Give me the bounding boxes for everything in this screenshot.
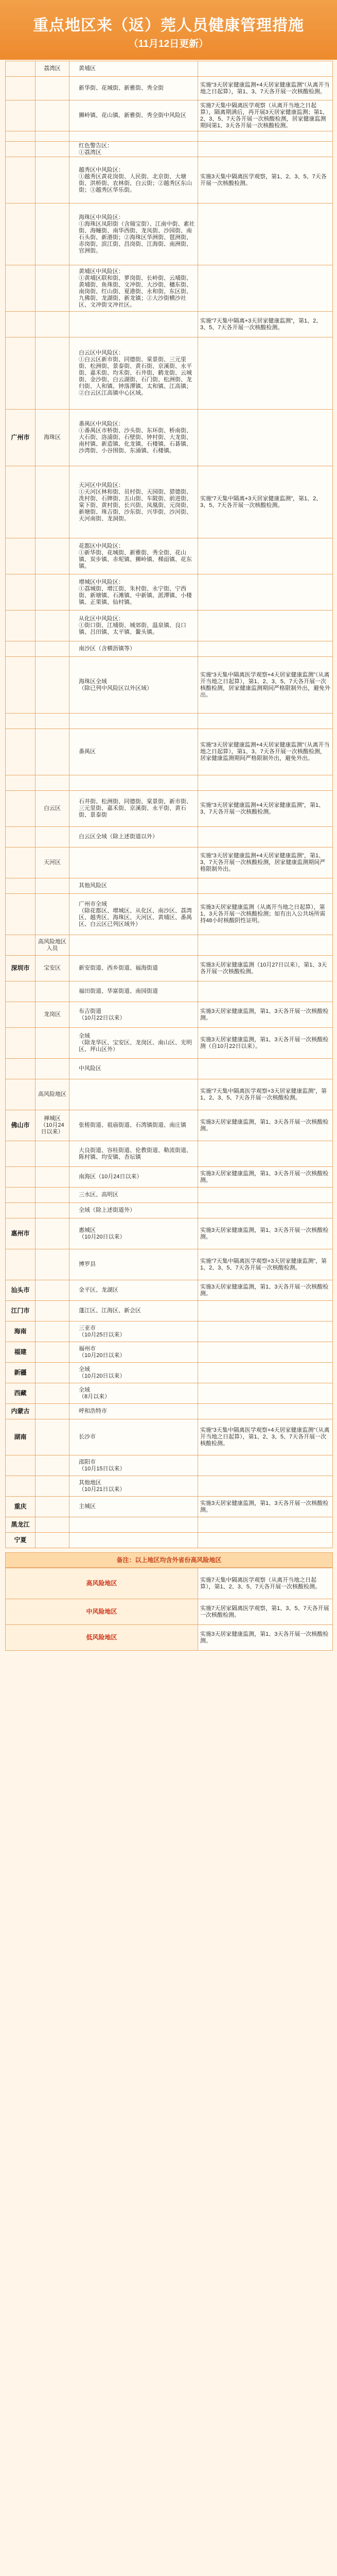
cell-c2 <box>36 204 69 265</box>
cell-c2: 白云区 <box>36 791 69 827</box>
cell-c3: 蓬江区、江海区、新会区 <box>69 1301 198 1321</box>
cell-c2 <box>36 641 69 657</box>
table-row <box>6 1383 333 1404</box>
cell-c2 <box>36 1167 69 1188</box>
cell-c3: 天河区中风险区： ①天河区林和街、员村街、天园街、猎德街、冼村街、石牌街、五山街、车陂街、前进街、棠下街、黄村街、长兴街、凤凰街、元岗街、新塘街、珠吉街、沙东街、兴华街、沙河街、天河南街、龙洞街。 <box>69 466 198 538</box>
table-row <box>6 1321 333 1342</box>
table-row <box>6 714 333 729</box>
cell-c2 <box>36 1363 69 1383</box>
cell-c1 <box>6 611 36 641</box>
cell-c4 <box>198 611 333 641</box>
cell-c4: 实施3天居家健康监测，第1、3天各开展一次核酸检测（自10月22日以来）。 <box>198 1028 333 1059</box>
header-banner <box>0 0 337 60</box>
table-row <box>6 157 333 204</box>
risk-label: 高风险地区 <box>6 1568 198 1599</box>
cell-c2 <box>36 100 69 131</box>
cell-c3: 布吉街道 （10月22日以来） <box>69 1002 198 1028</box>
cell-c3: 南沙区（含横沥镇等） <box>69 641 198 657</box>
cell-c1 <box>6 466 36 538</box>
cell-c1 <box>6 1002 36 1028</box>
table-row <box>6 142 333 157</box>
cell-c3: 博罗县 <box>69 1249 198 1280</box>
cell-c4 <box>198 1059 333 1079</box>
cell-c2: 荔湾区 <box>36 61 69 77</box>
cell-c2 <box>36 337 69 410</box>
cell-c4: 实施“7天集中隔离+3天居家健康监测”，第1、2、3、5、7天各开展一次核酸检测。 <box>198 466 333 538</box>
cell-c1: 重庆 <box>6 1497 36 1517</box>
update-date: （11月12日更新） <box>128 39 209 49</box>
cell-c3: 主城区 <box>69 1497 198 1517</box>
cell-c3 <box>69 1517 198 1533</box>
cell-c2: 高风险地区入员 <box>36 935 69 956</box>
cell-c1: 湖南 <box>6 1419 36 1455</box>
cell-c3: 白云区中风险区： ①白云区新市街、同德街、棠景街、三元里街、松洲街、景泰街、黄石街、京溪街、永平街、嘉禾街、均禾街、石井街、鹤龙街、云城街、金沙街、白云湖街、石门街、松洲街、龙归街、人和镇、钟落潭镇、太和镇、江高镇；②白云区江高镇中心区域。 <box>69 337 198 410</box>
cell-c2: 禅城区 （10月24日以来） <box>36 1110 69 1141</box>
cell-c3: 大良街道、容桂街道、伦教街道、勒流街道、陈村镇、均安镇、杏坛镇 <box>69 1141 198 1167</box>
cell-c1: 江门市 <box>6 1301 36 1321</box>
cell-c1 <box>6 1476 36 1497</box>
cell-c3: 狮岭镇、花山镇、新雅街、秀全街中风险区 <box>69 100 198 131</box>
cell-c3: 全域 （除龙华区、宝安区、龙岗区、南山区、光明区、坪山区外） <box>69 1028 198 1059</box>
cell-c3 <box>69 848 198 878</box>
table-row <box>6 337 333 410</box>
cell-c1 <box>6 1249 36 1280</box>
cell-c4 <box>198 1476 333 1497</box>
cell-c2 <box>36 1517 69 1533</box>
cell-c4 <box>198 1533 333 1548</box>
cell-c3: 海珠区中风险区： ①海珠区凤阳街（含瑞宝街）、江南中街、素社街、海幢街、南华西街、龙凤街、沙园街、南石头街、新港街；②海珠区华洲街、琶洲街、赤岗街、滨江街、昌岗街、江海街、南洲街、官洲街。 <box>69 204 198 265</box>
cell-c4 <box>198 410 333 466</box>
cell-c1 <box>6 935 36 956</box>
cell-c4 <box>198 1404 333 1419</box>
table-row <box>6 265 333 312</box>
cell-c3 <box>69 1079 198 1110</box>
cell-c2 <box>36 611 69 641</box>
table-row <box>6 1203 333 1218</box>
cell-c4: 实施3天居家健康监测（10月27日以来），第1、3天各开展一次核酸检测。 <box>198 956 333 981</box>
cell-c3: 惠城区 （10月20日以来） <box>69 1218 198 1249</box>
cell-c4 <box>198 775 333 791</box>
cell-c2 <box>36 1404 69 1419</box>
cell-c1 <box>6 775 36 791</box>
cell-c2 <box>36 1533 69 1548</box>
table-row <box>6 1141 333 1167</box>
cell-c3: 金平区、龙湖区 <box>69 1280 198 1301</box>
cell-c4 <box>198 142 333 157</box>
table-row <box>6 1002 333 1028</box>
table-row <box>6 791 333 827</box>
table-row <box>6 1342 333 1363</box>
cell-c4 <box>198 1455 333 1476</box>
cell-c1 <box>6 657 36 714</box>
cell-c1 <box>6 1059 36 1079</box>
cell-c3 <box>69 775 198 791</box>
cell-c1: 广州市 <box>6 410 36 466</box>
cell-c3: 福田街道、华富街道、南园街道 <box>69 981 198 1002</box>
cell-c2 <box>36 157 69 204</box>
table-row <box>6 935 333 956</box>
cell-c3: 广州市全域 （除花都区、增城区、从化区、南沙区、荔湾区、越秀区、海珠区、天河区、黄埔区、番禺区、白云区已列区域外） <box>69 894 198 935</box>
table-row <box>6 1280 333 1301</box>
cell-c2: 宝安区 <box>36 956 69 981</box>
cell-c2 <box>36 729 69 775</box>
cell-c2: 高风险地区 <box>36 1079 69 1110</box>
cell-c2 <box>36 1059 69 1079</box>
table-row <box>6 1476 333 1497</box>
risk-label: 中风险地区 <box>6 1599 198 1625</box>
cell-c4: 实施“3天居家健康监测+4天居家健康监测”，第1、3、7天各开展一次核酸检测。 <box>198 791 333 827</box>
cell-c1 <box>6 131 36 142</box>
cell-c3: 番禺区 <box>69 729 198 775</box>
cell-c1 <box>6 77 36 100</box>
cell-c4 <box>198 1342 333 1363</box>
cell-c4: 实施“7天集中隔离医学观察+3天居家健康监测”，第1、2、3、5、7天各开展一次核酸检测。 <box>198 1249 333 1280</box>
cell-c1 <box>6 337 36 410</box>
cell-c4 <box>198 1188 333 1203</box>
cell-c1 <box>6 265 36 312</box>
cell-c1 <box>6 791 36 827</box>
cell-c2 <box>36 657 69 714</box>
table-row <box>6 538 333 574</box>
table-row <box>6 878 333 894</box>
cell-c2 <box>36 981 69 1002</box>
cell-c2 <box>36 1249 69 1280</box>
table-row <box>6 1363 333 1383</box>
cell-c1 <box>6 574 36 611</box>
table-row <box>6 1517 333 1533</box>
cell-c3: 其他风险区 <box>69 878 198 894</box>
cell-c2 <box>36 1476 69 1497</box>
cell-c2: 龙岗区 <box>36 1002 69 1028</box>
cell-c2 <box>36 1203 69 1218</box>
page-title: 重点地区来（返）莞人员健康管理措施 <box>33 17 304 34</box>
cell-c3: 石井街、松洲街、同德街、棠景街、新市街、三元里街、嘉禾街、京溪街、永平街、黄石街、景泰街 <box>69 791 198 827</box>
table-row <box>6 1533 333 1548</box>
cell-c4: 实施3天居家健康监测，第1、3天各开展一次核酸检测。 <box>198 1218 333 1249</box>
cell-c3: 三水区、高明区 <box>69 1188 198 1203</box>
cell-c3 <box>69 312 198 337</box>
cell-c1 <box>6 1167 36 1188</box>
table-row <box>6 410 333 466</box>
cell-c4: 实施3天居家健康监测，第1、3天各开展一次核酸检测。 <box>198 1280 333 1301</box>
cell-c3: 海珠区全域 （除已列中风险区以外区域） <box>69 657 198 714</box>
table-row <box>6 1419 333 1455</box>
cell-c2 <box>36 77 69 100</box>
cell-c3: 黄埔区 <box>69 61 198 77</box>
cell-c2 <box>36 714 69 729</box>
cell-c3: 番禺区中风险区： ①番禺区市桥街、沙头街、东环街、桥南街、大石街、洛浦街、石壁街、钟村街、大龙街、南村镇、新造镇、化龙镇、石楼镇、石碁镇、沙湾街、小谷围街、东涌镇、石楼镇。 <box>69 410 198 466</box>
cell-c4 <box>198 1321 333 1342</box>
table-row <box>6 1404 333 1419</box>
cell-c2 <box>36 538 69 574</box>
table-row <box>6 956 333 981</box>
cell-c1 <box>6 142 36 157</box>
cell-c4 <box>198 61 333 77</box>
table-row <box>6 641 333 657</box>
cell-c1: 惠州市 <box>6 1218 36 1249</box>
cell-c4: 实施3天居家健康监测，第1、3天各开展一次核酸检测。 <box>198 1497 333 1517</box>
cell-c4 <box>198 1383 333 1404</box>
cell-c1 <box>6 714 36 729</box>
cell-c2 <box>36 878 69 894</box>
cell-c3: 呼和浩特市 <box>69 1404 198 1419</box>
cell-c3: 黄埔区中风险区： ①黄埔区联和街、萝岗街、长岭街、云埔街、黄埔街、鱼珠街、文冲街、大沙街、穗东街、南岗街、红山街、夏港街、永和街、东区街、九佛街、龙湖街、新龙镇；②大沙街横沙社区、文冲街文冲社区。 <box>69 265 198 312</box>
cell-c4 <box>198 878 333 894</box>
risk-label: 低风险地区 <box>6 1625 198 1651</box>
risk-text: 实施7天集中隔离医学观察（从离开当地之日起算），第1、2、3、5、7天各开展一次核酸检测。 <box>198 1568 333 1599</box>
cell-c1 <box>6 641 36 657</box>
cell-c2 <box>36 1455 69 1476</box>
risk-text: 实施3天居家健康监测，第1、3天各开展一次核酸检测。 <box>198 1625 333 1651</box>
cell-c4: 实施“3天集中隔离医学观察+4天居家健康监测”（从离开当地之日起算），第1、2、3、5、7天各开展一次核酸检测，居家健康监测期间严格限制外出，避免外出。 <box>198 657 333 714</box>
table-row <box>6 1218 333 1249</box>
cell-c4: 实施“3天居家健康监测+4天居家健康监测”（从离开当地之日起算），第1、3、7天各开展一次核酸检测。 <box>198 77 333 100</box>
cell-c1 <box>6 1028 36 1059</box>
cell-c1: 黑龙江 <box>6 1517 36 1533</box>
cell-c3 <box>69 935 198 956</box>
cell-c3: 长沙市 <box>69 1419 198 1455</box>
cell-c4 <box>198 204 333 265</box>
cell-c4 <box>198 1363 333 1383</box>
cell-c1 <box>6 312 36 337</box>
section-note: 备注：以上地区均含外省份高风险地区 <box>6 1553 333 1568</box>
cell-c4 <box>198 337 333 410</box>
cell-c2 <box>36 894 69 935</box>
cell-c2 <box>36 1497 69 1517</box>
cell-c3: 新安街道、西乡街道、福海街道 <box>69 956 198 981</box>
table-row <box>6 775 333 791</box>
table-row <box>6 1455 333 1476</box>
cell-c4 <box>198 1517 333 1533</box>
table-row <box>6 1059 333 1079</box>
cell-c3: 从化区中风险区： ①街口街、江埔街、城郊街、温泉镇、良口镇、吕田镇、太平镇、鳌头镇。 <box>69 611 198 641</box>
cell-c4: 实施3天居家健康监测，第1、3天各开展一次核酸检测。 <box>198 1167 333 1188</box>
cell-c3: 花都区中风险区： ①新华街、花城街、新雅街、秀全街、花山镇、炭步镇、赤坭镇、狮岭镇、梯面镇、花东镇。 <box>69 538 198 574</box>
cell-c2 <box>36 1218 69 1249</box>
cell-c2 <box>36 131 69 142</box>
cell-c1: 西藏 <box>6 1383 36 1404</box>
table-row <box>6 131 333 142</box>
cell-c4: 实施“7天集中隔离+3天居家健康监测”，第1、2、3、5、7天各开展一次核酸检测。 <box>198 312 333 337</box>
cell-c1: 新疆 <box>6 1363 36 1383</box>
cell-c2: 海珠区 <box>36 410 69 466</box>
cell-c4: 实施“3天集中隔离医学观察+4天居家健康监测”（从离开当地之日起算），第1、2、3、5、7天各开展一次核酸检测。 <box>198 1419 333 1455</box>
table-row <box>6 61 333 77</box>
cell-c4 <box>198 574 333 611</box>
cell-c2 <box>36 1028 69 1059</box>
cell-c1 <box>6 827 36 848</box>
cell-c4: 实施3天居家健康监测，第1、3天各开展一次核酸检测。 <box>198 1002 333 1028</box>
table-row <box>6 729 333 775</box>
risk-row <box>6 1568 333 1599</box>
cell-c3: 其他地区 （10月21日以来） <box>69 1476 198 1497</box>
cell-c4: 实施“3天居家健康监测+4天居家健康监测”（从离开当地之日起算），第1、3、7天各开展一次核酸检测，居家健康监测期间严格限制外出，避免外出。 <box>198 729 333 775</box>
risk-text: 实施7天居家隔离医学观察，第1、3、5、7天各开展一次核酸检测。 <box>198 1599 333 1625</box>
table-row <box>6 1110 333 1141</box>
cell-c4 <box>198 1203 333 1218</box>
cell-c4: 实施3天集中隔离医学观察，第1、2、3、5、7天各开展一次核酸检测。 <box>198 157 333 204</box>
cell-c1 <box>6 1141 36 1167</box>
table-row <box>6 204 333 265</box>
cell-c4: 实施3天居家健康监测，第1、3天各开展一次核酸检测。 <box>198 1110 333 1141</box>
cell-c2 <box>36 1141 69 1167</box>
table-row <box>6 100 333 131</box>
cell-c1: 宁夏 <box>6 1533 36 1548</box>
cell-c3: 增城区中风险区： ①荔城街、增江街、朱村街、永宁街、宁西街、新塘镇、石滩镇、中新镇、派潭镇、小楼镇、正果镇、仙村镇。 <box>69 574 198 611</box>
table-row <box>6 1188 333 1203</box>
table-row <box>6 312 333 337</box>
cell-c3 <box>69 1533 198 1548</box>
cell-c1 <box>6 1455 36 1476</box>
cell-c4: 实施“3天居家健康监测+4天居家健康监测”，第1、3、7天各开展一次核酸检测，居家健康监测期间严格限制外出。 <box>198 848 333 878</box>
table-row <box>6 1028 333 1059</box>
table-row <box>6 894 333 935</box>
cell-c1 <box>6 729 36 775</box>
cell-c1 <box>6 100 36 131</box>
cell-c1: 汕头市 <box>6 1280 36 1301</box>
cell-c3: 越秀区中风险区： ①越秀区黄花岗街、人民街、北京街、大塘街、洪桥街、农林街、白云街；②越秀区东山街；③越秀区华乐街。 <box>69 157 198 204</box>
cell-c1 <box>6 538 36 574</box>
cell-c1: 深圳市 <box>6 956 36 981</box>
cell-c4 <box>198 1141 333 1167</box>
cell-c2 <box>36 574 69 611</box>
cell-c3: 邵阳市 （10月15日以来） <box>69 1455 198 1476</box>
cell-c1: 内蒙古 <box>6 1404 36 1419</box>
cell-c2 <box>36 142 69 157</box>
cell-c2 <box>36 1321 69 1342</box>
cell-c3: 全域 （10月20日以来） <box>69 1363 198 1383</box>
table-row <box>6 77 333 100</box>
cell-c4 <box>198 935 333 956</box>
table-row <box>6 1249 333 1280</box>
table-row <box>6 611 333 641</box>
cell-c1 <box>6 848 36 878</box>
cell-c1 <box>6 61 36 77</box>
cell-c2 <box>36 1342 69 1363</box>
cell-c4 <box>198 1301 333 1321</box>
table-row <box>6 1167 333 1188</box>
cell-c3 <box>69 131 198 142</box>
cell-c3: 新华街、花城街、新雅街、秀全街 <box>69 77 198 100</box>
cell-c1: 海南 <box>6 1321 36 1342</box>
cell-c4 <box>198 538 333 574</box>
cell-c4 <box>198 714 333 729</box>
risk-row <box>6 1599 333 1625</box>
table-row <box>6 574 333 611</box>
cell-c1 <box>6 1079 36 1110</box>
table-row <box>6 827 333 848</box>
cell-c3: 白云区全域（除上述街道以外） <box>69 827 198 848</box>
table-row <box>6 657 333 714</box>
cell-c1: 佛山市 <box>6 1110 36 1141</box>
cell-c1: 福建 <box>6 1342 36 1363</box>
cell-c2 <box>36 1301 69 1321</box>
table-row <box>6 1301 333 1321</box>
cell-c4 <box>198 827 333 848</box>
cell-c2 <box>36 775 69 791</box>
cell-c4: 实施3天居家健康监测（从离开当地之日起算），第1、3天各开展一次核酸检测；如有出入公共场所需持48小时核酸阴性证明。 <box>198 894 333 935</box>
cell-c3: 全域（除上述街道外） <box>69 1203 198 1218</box>
cell-c2 <box>36 827 69 848</box>
cell-c3: 红色警告区： ①荔湾区 <box>69 142 198 157</box>
cell-c2 <box>36 466 69 538</box>
cell-c2 <box>36 312 69 337</box>
cell-c1 <box>6 157 36 204</box>
cell-c3: 全域 （8月以来） <box>69 1383 198 1404</box>
measures-table <box>5 61 332 1651</box>
cell-c3: 张槎街道、祖庙街道、石湾镇街道、南庄镇 <box>69 1110 198 1141</box>
cell-c3: 福州市 （10月20日以来） <box>69 1342 198 1363</box>
cell-c3 <box>69 714 198 729</box>
cell-c4 <box>198 981 333 1002</box>
cell-c1 <box>6 1188 36 1203</box>
cell-c4 <box>198 131 333 142</box>
cell-c4 <box>198 641 333 657</box>
cell-c1 <box>6 1203 36 1218</box>
cell-c2 <box>36 265 69 312</box>
cell-c2: 天河区 <box>36 848 69 878</box>
cell-c3: 南海区（10月24日以来） <box>69 1167 198 1188</box>
cell-c2 <box>36 1383 69 1404</box>
table-row <box>6 981 333 1002</box>
table-row <box>6 848 333 878</box>
cell-c3: 三亚市 （10月25日以来） <box>69 1321 198 1342</box>
cell-c1 <box>6 894 36 935</box>
cell-c2 <box>36 1188 69 1203</box>
table-row <box>6 1497 333 1517</box>
cell-c2 <box>36 1280 69 1301</box>
cell-c2 <box>36 1419 69 1455</box>
cell-c1 <box>6 878 36 894</box>
cell-c1 <box>6 204 36 265</box>
table-row <box>6 466 333 538</box>
cell-c1 <box>6 981 36 1002</box>
risk-row <box>6 1625 333 1651</box>
cell-c4: 实施“7天集中隔离医学观察+3天居家健康监测”，第1、2、3、5、7天各开展一次核酸检测。 <box>198 1079 333 1110</box>
cell-c4: 实施7天集中隔离医学观察（从离开当地之日起算），隔离期满后，再开展3天居家健康监测；第1、2、3、5、7天各开展一次核酸检测，居家健康监测期间第1、3天各开展一次核酸检测。 <box>198 100 333 131</box>
cell-c3: 中风险区 <box>69 1059 198 1079</box>
cell-c4 <box>198 265 333 312</box>
table-row <box>6 1079 333 1110</box>
